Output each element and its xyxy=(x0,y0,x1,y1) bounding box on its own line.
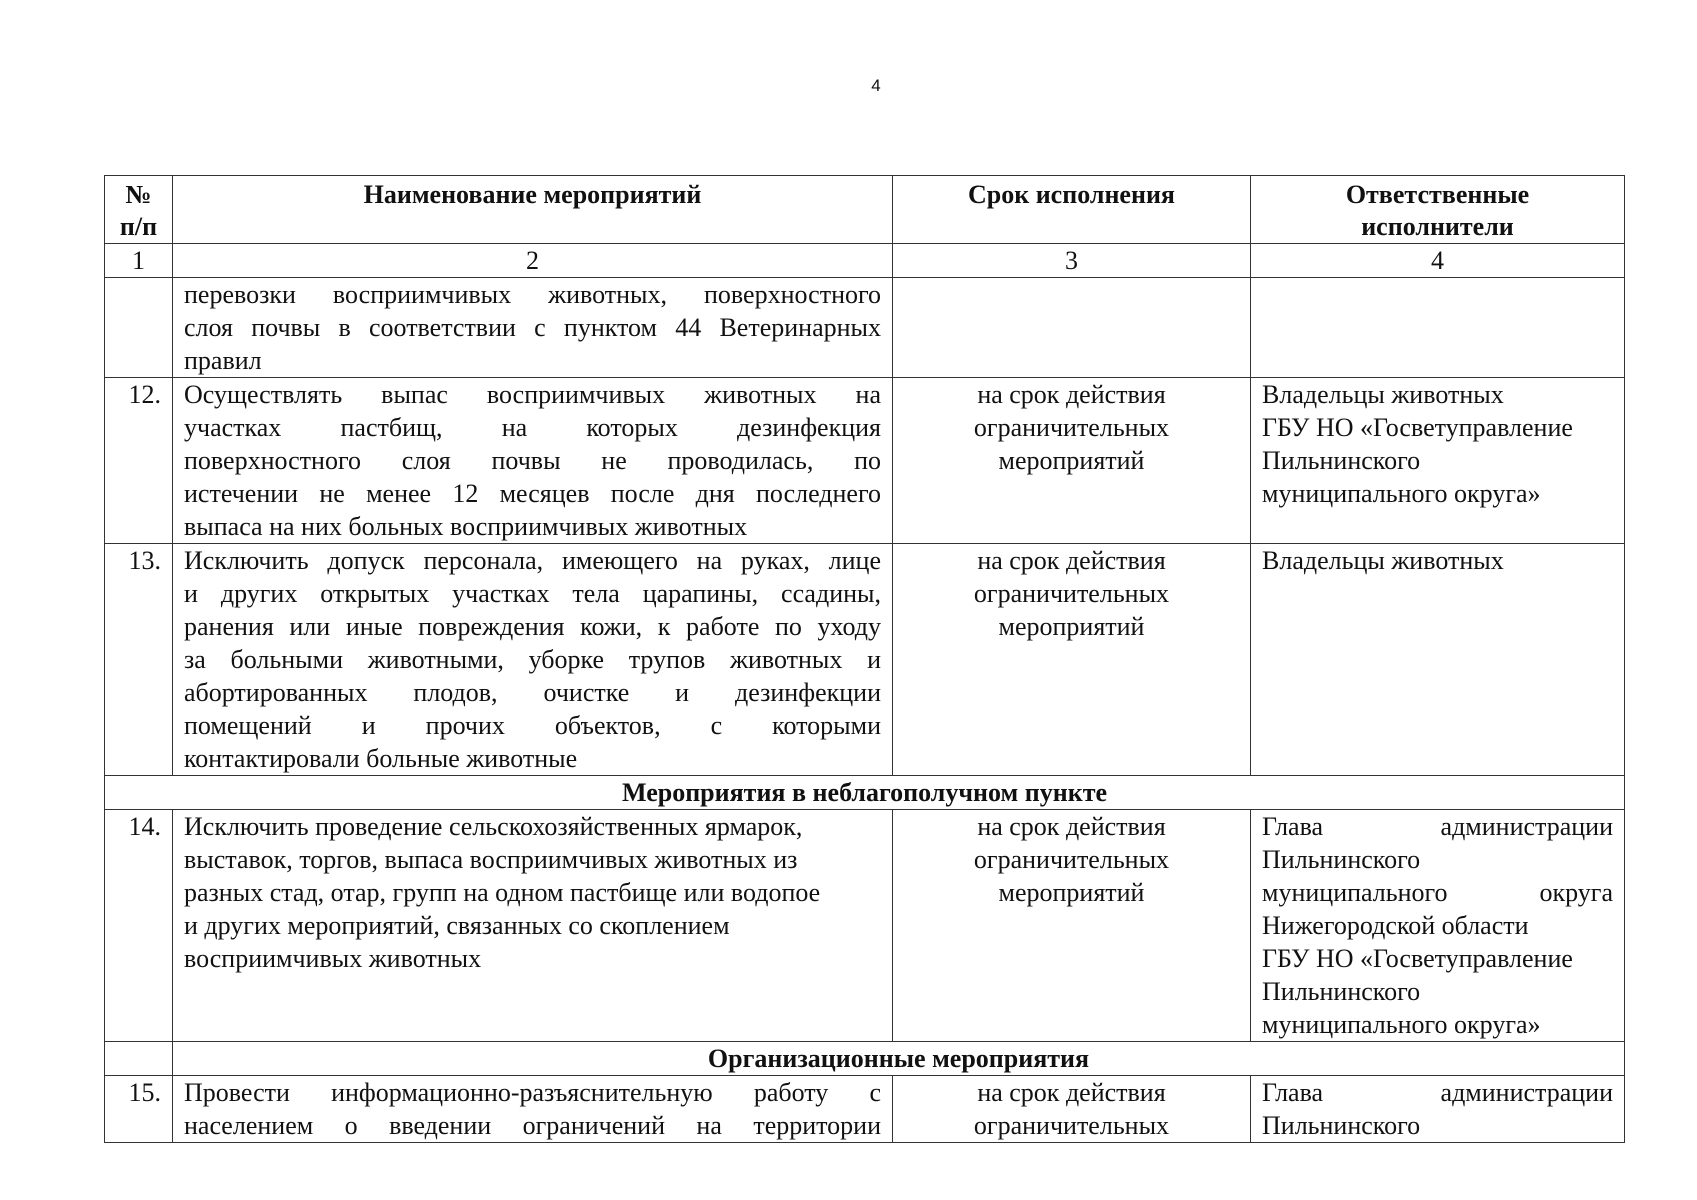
row-name-line: истечении не менее 12 месяцев после дня последнего xyxy=(184,479,881,508)
section-num-cell xyxy=(105,1042,173,1076)
page-number: 4 xyxy=(871,76,881,95)
row-responsible-line: Пильнинского xyxy=(1262,1111,1421,1140)
table-row xyxy=(105,544,1625,776)
header-responsible-line: Ответственные xyxy=(1345,180,1530,209)
section-heading: Мероприятия в неблагополучном пункте xyxy=(105,776,1625,810)
row-responsible xyxy=(1251,378,1625,544)
row-term-line: на срок действия xyxy=(977,546,1166,575)
row-term-line: ограничительных xyxy=(973,845,1170,874)
row-name-line: Провести информационно-разъяснительную работу с xyxy=(184,1078,881,1107)
column-numbers-row xyxy=(105,244,1625,278)
table-row xyxy=(105,278,1625,378)
row-num: 15. xyxy=(105,1076,173,1143)
row-name-line: ранения или иные повреждения кожи, к работе по уходу xyxy=(184,612,881,641)
row-name-line: участках пастбищ, на которых дезинфекция xyxy=(184,413,881,442)
row-name-line: Исключить допуск персонала, имеющего на руках, лице xyxy=(184,546,881,575)
row-name-line: восприимчивых животных xyxy=(184,944,482,973)
row-responsible xyxy=(1251,278,1625,378)
column-number: 3 xyxy=(893,244,1251,278)
row-term-line: мероприятий xyxy=(998,612,1145,641)
row-responsible-line: Пильнинского xyxy=(1262,446,1421,475)
header-name: Наименование мероприятий xyxy=(173,176,893,244)
table-row xyxy=(105,1076,1625,1143)
row-responsible-line: Пильнинского xyxy=(1262,845,1421,874)
column-number: 1 xyxy=(105,244,173,278)
table-row xyxy=(105,810,1625,1042)
row-name-line: помещений и прочих объектов, с которыми xyxy=(184,711,881,740)
row-name-line: Осуществлять выпас восприимчивых животных на xyxy=(184,380,881,409)
row-responsible-line: Нижегородской области xyxy=(1262,911,1529,940)
header-num-line: п/п xyxy=(119,212,158,241)
column-number: 2 xyxy=(173,244,893,278)
row-responsible xyxy=(1251,810,1625,1042)
row-term-line: на срок действия xyxy=(977,1078,1166,1107)
row-responsible-line: Владельцы животных xyxy=(1262,546,1504,575)
row-responsible-line: муниципального округа» xyxy=(1262,1010,1541,1039)
row-name-line: выпаса на них больных восприимчивых животных xyxy=(184,512,748,541)
row-name xyxy=(173,1076,893,1143)
row-num: 13. xyxy=(105,544,173,776)
row-name-line: и других мероприятий, связанных со скоплением xyxy=(184,911,730,940)
row-term-line: на срок действия xyxy=(977,380,1166,409)
row-name-line: Исключить проведение сельскохозяйственных ярмарок, xyxy=(184,812,803,841)
row-term-line: ограничительных xyxy=(973,413,1170,442)
row-name xyxy=(173,810,893,1042)
column-number: 4 xyxy=(1251,244,1625,278)
row-name-line: поверхностного слоя почвы не проводилась, по xyxy=(184,446,881,475)
row-term xyxy=(893,278,1251,378)
row-responsible-line: ГБУ НО «Госветуправление xyxy=(1262,413,1573,442)
row-responsible-line: ГБУ НО «Госветуправление xyxy=(1262,944,1573,973)
row-name-line: перевозки восприимчивых животных, поверхностного xyxy=(184,280,881,309)
row-name-line: правил xyxy=(184,346,262,375)
row-term xyxy=(893,544,1251,776)
row-term-line: мероприятий xyxy=(998,446,1145,475)
row-responsible-line: муниципального округа» xyxy=(1262,479,1541,508)
row-num xyxy=(105,278,173,378)
row-name xyxy=(173,378,893,544)
row-responsible-line: муниципального округа xyxy=(1262,878,1613,907)
row-name-line: слоя почвы в соответствии с пунктом 44 Ветеринарных xyxy=(184,313,881,342)
section-row xyxy=(105,1042,1625,1076)
row-name-line: и других открытых участках тела царапины, ссадины, xyxy=(184,579,881,608)
header-num xyxy=(105,176,173,244)
row-term xyxy=(893,378,1251,544)
row-name xyxy=(173,544,893,776)
row-name-line: контактировали больные животные xyxy=(184,744,578,773)
row-term-line: мероприятий xyxy=(998,878,1145,907)
row-responsible-line: Глава администрации xyxy=(1262,812,1613,841)
row-name-line: разных стад, отар, групп на одном пастбище или водопое xyxy=(184,878,821,907)
row-responsible-line: Пильнинского xyxy=(1262,977,1421,1006)
section-heading: Организационные мероприятия xyxy=(173,1042,1625,1076)
row-term-line: на срок действия xyxy=(977,812,1166,841)
row-name xyxy=(173,278,893,378)
row-term-line: ограничительных xyxy=(973,1111,1170,1140)
row-term xyxy=(893,1076,1251,1143)
row-term-line: ограничительных xyxy=(973,579,1170,608)
header-num-line: № xyxy=(125,180,152,209)
row-name-line: населением о введении ограничений на территории xyxy=(184,1111,881,1140)
table-header-row xyxy=(105,176,1625,244)
row-name-line: абортированных плодов, очистке и дезинфекции xyxy=(184,678,881,707)
table-row xyxy=(105,378,1625,544)
row-name-line: за больными животными, уборке трупов животных и xyxy=(184,645,881,674)
header-responsible-line: исполнители xyxy=(1361,212,1514,241)
header-term: Срок исполнения xyxy=(893,176,1251,244)
row-responsible-line: Владельцы животных xyxy=(1262,380,1504,409)
row-name-line: выставок, торгов, выпаса восприимчивых животных из xyxy=(184,845,798,874)
row-term xyxy=(893,810,1251,1042)
row-responsible-line: Глава администрации xyxy=(1262,1078,1613,1107)
section-row xyxy=(105,776,1625,810)
row-responsible xyxy=(1251,544,1625,776)
header-responsible xyxy=(1251,176,1625,244)
row-num: 14. xyxy=(105,810,173,1042)
row-num: 12. xyxy=(105,378,173,544)
measures-table xyxy=(104,175,1625,1143)
row-responsible xyxy=(1251,1076,1625,1143)
